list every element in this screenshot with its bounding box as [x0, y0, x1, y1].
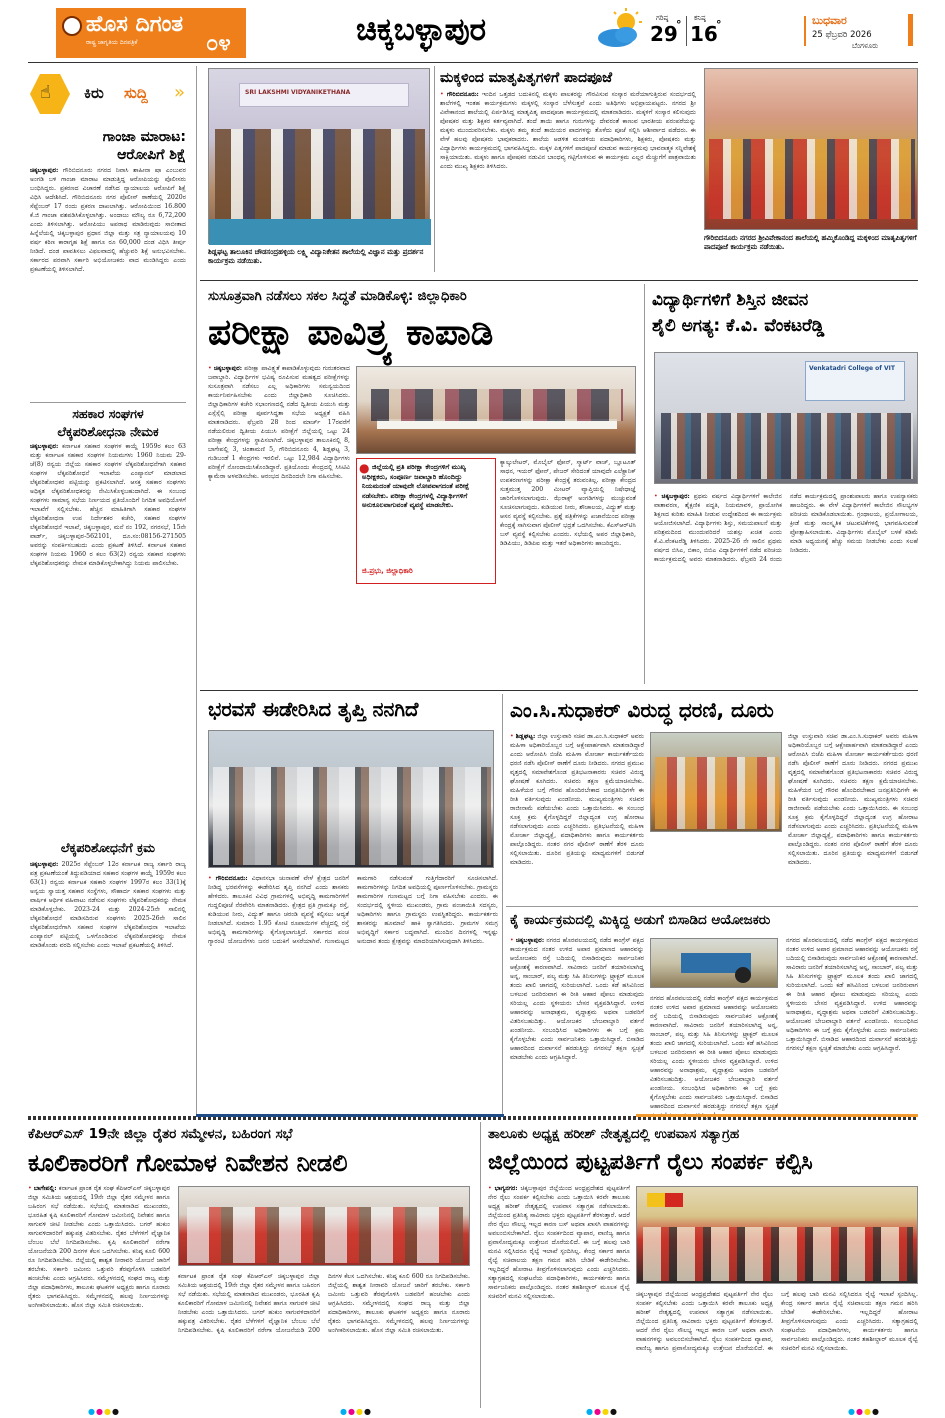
suddi-label: ಸುದ್ದಿ [124, 84, 148, 102]
trust-dateline: ಗೌರಿಬಿದನೂರು: [215, 875, 248, 882]
kiru-item-2-headline-1: ಸಹಕಾರ ಸಂಘಗಳ [72, 406, 144, 421]
children-row [709, 139, 915, 219]
kiru-item-2-dateline: ಚಿಕ್ಕಬಳ್ಳಾಪುರ: [30, 443, 59, 450]
event-body-1 [510, 936, 644, 1112]
bullet-icon: • [510, 937, 514, 944]
trust-body [208, 874, 498, 1112]
bullet-icon: • [440, 91, 444, 98]
mother-story-headline: ಮಕ್ಕಳಿಂದ ಮಾತೃಪಿತೃಗಳಿಗೆ ಪಾದಪೂಜೆ [440, 70, 613, 86]
bullet-icon: • [208, 875, 212, 882]
protest-body-2 [788, 732, 918, 902]
kiru-item-2-headline-2: ಲೆಕ್ಕಪರಿಶೋಧನಾ ನೇಮಕ [57, 424, 159, 439]
bullet-icon: • [208, 365, 212, 372]
min-temp: 16 [690, 22, 718, 46]
school-event-caption: ಶಿಡ್ಲಘಟ್ಟ ತಾಲೂಕಿನ ಚೌಡಸಂದ್ರಹಳ್ಳಿಯ ಲಕ್ಷ್ಮಿ ವಿದ್ಯಾನಿಕೇತನ ಶಾಲೆಯಲ್ಲಿ ವಿಜ್ಞಾನ ಮತ್ತು ಪ್ರದರ್ಶನ ಕಾರ್ಯಕ್ರಮ ನಡೆಯಿತು. [208, 248, 424, 265]
protest-headline: ಎಂ.ಸಿ.ಸುಧಾಕರ್ ವಿರುದ್ಧ ಧರಣಿ, ದೂರು [510, 698, 774, 722]
college-event-photo [654, 352, 918, 484]
school-banner-text: SRI LAKSHMI VIDYANIKETHANA [245, 89, 351, 96]
life-headline-2: ಶೈಲಿ ಅಗತ್ಯ: ಕೆ.ವಿ. ವೆಂಕಟರೆಡ್ಡಿ [652, 316, 825, 336]
top-rule-1 [434, 66, 435, 272]
bullet-icon: • [654, 493, 658, 500]
mother-story-dateline: ಗೌರಿಬಿದನೂರು: [446, 91, 479, 98]
weather-sun-cloud-icon [594, 8, 646, 52]
kiru-item-1-body [30, 166, 186, 396]
max-temp-degree: ° [676, 18, 682, 31]
kiru-suddi-logo [28, 72, 188, 116]
edition-city: ಬೆಂಗಳೂರು [852, 42, 879, 50]
school-event-photo [208, 68, 430, 244]
exam-body-1-text: ಪರೀಕ್ಷಾ ಪಾವಿತ್ರ್ಯತೆ ಕಾಪಾಡಿಕೊಳ್ಳುವುದು ಗುರುತರವಾದ ಜವಾಬ್ದಾರಿ. ವಿದ್ಯಾರ್ಥಿಗಳ ಭವಿಷ್ಯ ರೂಪಿಸುವ ಮಹತ್ವದ ಪರೀಕ್ಷೆಗಳನ್ನು ಸುಸೂತ್ರವಾಗಿ ನಡೆಸಲು ಎಲ್ಲ ಅಧಿಕಾರಿಗಳು ಸಮನ್ವಯದಿಂದ ಕಾರ್ಯನಿರ್ವಹಿಸಬೇಕು ಎಂದು ಜಿಲ್ಲಾಧಿಕಾರಿ ಸೂಚಿಸಿದರು. ಜಿಲ್ಲಾಧಿಕಾರಿಗಳ ಕಚೇರಿ ಸಭಾಂಗಣದಲ್ಲಿ ನಡೆದ ದ್ವಿತೀಯ ಪಿಯುಸಿ ಮತ್ತು ಎಸ್ಸೆಸ್ಸೆಲ್ಸಿ ಪರೀಕ್ಷಾ ಪೂರ್ವಸಿದ್ಧತಾ ಸಭೆಯ ಅಧ್ಯಕ್ಷತೆ ವಹಿಸಿ ಮಾತನಾಡಿದರು. ಫೆಬ್ರವರಿ 28 ರಿಂದ ಮಾರ್ಚ್ 17ರವರೆಗೆ ನಡೆಯಲಿರುವ ದ್ವಿತೀಯ ಪಿಯುಸಿ ಪರೀಕ್ಷೆಗೆ ಜಿಲ್ಲೆಯಲ್ಲಿ ಒಟ್ಟು 24 ಪರೀಕ್ಷಾ ಕೇಂದ್ರಗಳನ್ನು ಸ್ಥಾಪಿಸಲಾಗಿದೆ. ಚಿಕ್ಕಬಳ್ಳಾಪುರ ತಾಲೂಕಿನಲ್ಲಿ 8, ಬಾಗೇಪಲ್ಲಿ 3, ಚಿಂತಾಮಣಿ 5, ಗೌರಿಬಿದನೂರು 4, ಶಿಡ್ಲಘಟ್ಟ 3, ಗುಡಿಬಂಡೆ 1 ಕೇಂದ್ರಗಳು ಇರಲಿವೆ. ಒಟ್ಟು 12,984 ವಿದ್ಯಾರ್ಥಿಗಳು ಪರೀಕ್ಷೆಗೆ ನೋಂದಾಯಿಸಿಕೊಂಡಿದ್ದಾರೆ. ಪ್ರತಿಯೊಂದು ಕೇಂದ್ರದಲ್ಲಿ ಸಿಸಿಟಿವಿ ಕ್ಯಾಮೆರಾ ಅಳವಡಿಸಬೇಕು. ಆರಂಭದ ದಿನದಿಂದಲೇ ನಿಗಾ ವಹಿಸಬೇಕು. [208, 365, 350, 480]
exam-body-1 [208, 364, 350, 684]
kiru-item-2-body [30, 442, 186, 828]
rail-text: ಚಿಕ್ಕಬಳ್ಳಾಪುರ ಜಿಲ್ಲೆಯಿಂದ ಆಂಧ್ರಪ್ರದೇಶದ ಪುಟ್ಟಪರ್ತಿಗೆ ನೇರ ರೈಲು ಸಂಪರ್ಕ ಕಲ್ಪಿಸಬೇಕು ಎಂದು ಒತ್ತಾಯಿಸಿ ಕರವೇ ತಾಲೂಕು ಅಧ್ಯಕ್ಷ ಹರೀಶ್ ನೇತೃತ್ವದಲ್ಲಿ ಉಪವಾಸ ಸತ್ಯಾಗ್ರಹ ನಡೆಸಲಾಯಿತು. ಜಿಲ್ಲೆಯಿಂದ ಪ್ರತಿನಿತ್ಯ ಸಾವಿರಾರು ಭಕ್ತರು ಪುಟ್ಟಪರ್ತಿಗೆ ತೆರಳುತ್ತಾರೆ. ಆದರೆ ನೇರ ರೈಲು ಸೌಲಭ್ಯ ಇಲ್ಲದ ಕಾರಣ ಬಸ್ ಅಥವಾ ಖಾಸಗಿ ವಾಹನಗಳನ್ನು ಅವಲಂಬಿಸಬೇಕಾಗಿದೆ. ರೈಲು ಸಂಪರ್ಕದಿಂದ ವ್ಯಾಪಾರ, ವಾಣಿಜ್ಯ ಹಾಗೂ ಪ್ರವಾಸೋದ್ಯಮಕ್ಕೂ ಉತ್ತೇಜನ ದೊರೆಯಲಿದೆ. ಈ ಬಗ್ಗೆ ಹಲವು ಬಾರಿ ಮನವಿ ಸಲ್ಲಿಸಿದರೂ ರೈಲ್ವೆ ಇಲಾಖೆ ಸ್ಪಂದಿಸಿಲ್ಲ. ಕೇಂದ್ರ ಸರ್ಕಾರ ಹಾಗೂ ರೈಲ್ವೆ ಸಚಿವಾಲಯ ತಕ್ಷಣ ಗಮನ ಹರಿಸಿ ಬೇಡಿಕೆ ಈಡೇರಿಸಬೇಕು. ಇಲ್ಲದಿದ್ದರೆ ಹೋರಾಟ ತೀವ್ರಗೊಳಿಸಲಾಗುವುದು ಎಂದು ಎಚ್ಚರಿಸಿದರು. ಸತ್ಯಾಗ್ರಹದಲ್ಲಿ ಸಂಘಟನೆಯ ಪದಾಧಿಕಾರಿಗಳು, ಕಾರ್ಯಕರ್ತರು ಹಾಗೂ ಸಾರ್ವಜನಿಕರು ಪಾಲ್ಗೊಂಡಿದ್ದರು. ನಂತರ ತಹಶೀಲ್ದಾರ್ ಮೂಲಕ ರೈಲ್ವೆ ಸಚಿವರಿಗೆ ಮನವಿ ಸಲ್ಲಿಸಲಾಯಿತು. [488, 1185, 631, 1300]
mother-story-body [440, 90, 696, 272]
bottom-band-accent [196, 1114, 504, 1117]
farmers-body-2 [178, 1272, 470, 1406]
rail-body-2 [636, 1290, 918, 1406]
registration-dots-right: ●●●● [586, 1407, 618, 1416]
flag-red [665, 1193, 683, 1207]
farmers-body-1 [28, 1184, 170, 1406]
event-body-3 [786, 936, 918, 1112]
min-temp-degree: ° [716, 18, 722, 31]
college-banner-text: Venkatadri College of VIT [809, 365, 895, 372]
kiru-item-3-text: 2025ರ ಸೆಪ್ಟೆಂಬರ್ 12ರ ಕರ್ನಾಟಕ ರಾಜ್ಯ ಸರ್ಕಾರಿ ರಾಜ್ಯ ಪತ್ರ ಪ್ರಕಟಣೆಯಂತೆ ತಿದ್ದುಪಡಿಯಾದ ಸಹಕಾರ ಸಂಘಗಳ ಕಾಯ್ದೆ 1959ರ ಕಲಂ 63(1) ರನ್ವಯ ಕರ್ನಾಟಕ ಸಹಕಾರಿ ಸಂಘಗಳ 1997ರ ಕಲಂ 33(1)ಕ್ಕೆ ಅನ್ವಯ ಸ್ವಾಯತ್ತ ಸಹಕಾರ ಸಂಸ್ಥೆಗಳು, ಸೌಹಾರ್ದ ಸಹಕಾರ ಸಂಘಗಳು ಮತ್ತು ವಾರ್ಷಿಕ ಆರ್ಥಿಕ ವಹಿವಾಟು ನಡೆಸುವ ಸಂಘಗಳು ಲೆಕ್ಕಪರಿಶೋಧಕರನ್ನು ನೇಮಕ ಮಾಡಿಕೊಳ್ಳಬೇಕು. 2023-24 ಮತ್ತು 2024-25ನೇ ಸಾಲಿನಲ್ಲಿ ಲೆಕ್ಕಪರಿಶೋಧನೆ ಮಾಡಿಸದಿರುವ ಸಂಘಗಳು 2025-26ನೇ ಸಾಲಿನ ಲೆಕ್ಕಪರಿಶೋಧನೆಗಾಗಿ ಸಹಕಾರ ಸಂಘಗಳ ಲೆಕ್ಕಪರಿಶೋಧನಾ ಇಲಾಖೆಯ ಎಂಪ್ಯಾನಲ್ ಪಟ್ಟಿಯಲ್ಲಿ ಒಳಗೊಂಡಿರುವ ಲೆಕ್ಕಪರಿಶೋಧಕರನ್ನು ನೇಮಕ ಮಾಡಿಕೊಂಡು ವರದಿ ಸಲ್ಲಿಸಬೇಕು ಎಂದು ಇಲಾಖೆ ಪ್ರಕಟಣೆಯಲ್ಲಿ ತಿಳಿಸಿದೆ. [30, 861, 186, 949]
mother-story-text: ಇಂದಿನ ಒತ್ತಡದ ಬದುಕಿನಲ್ಲಿ ಮಕ್ಕಳು ಪಾಲಕರನ್ನು ಗೌರವಿಸುವ ಸಂಸ್ಕಾರ ಮರೆಯಾಗುತ್ತಿರುವ ಸಂದರ್ಭದಲ್ಲಿ ಶಾಲೆಗಳಲ್ಲಿ ಇಂತಹ ಕಾರ್ಯಕ್ರಮಗಳು ಮಕ್ಕಳಲ್ಲಿ ಸಂಸ್ಕಾರ ಬೆಳೆಸುತ್ತವೆ ಎಂದು ಅತಿಥಿಗಳು ಅಭಿಪ್ರಾಯಪಟ್ಟರು. ನಗರದ ಶ್ರೀ ವಿವೇಕಾನಂದ ಶಾಲೆಯಲ್ಲಿ ಏರ್ಪಡಿಸಿದ್ದ ಮಾತೃಪಿತೃ ಪಾದಪೂಜಾ ಕಾರ್ಯಕ್ರಮದಲ್ಲಿ ಮಾತನಾಡಿದರು. ಮಕ್ಕಳಿಗೆ ಸಂಸ್ಕಾರ ಕಲಿಸುವುದು ಪೋಷಕರ ಮತ್ತು ಶಿಕ್ಷಕರ ಕರ್ತವ್ಯವಾಗಿದೆ. ತಂದೆ ತಾಯಿ ಹಾಗೂ ಗುರುಗಳನ್ನು ದೇವರಂತೆ ಕಾಣುವ ಭಾರತೀಯ ಪರಂಪರೆಯನ್ನು ಮಕ್ಕಳು ಮುಂದುವರಿಸಬೇಕು. ಮಕ್ಕಳು ತಮ್ಮ ತಂದೆ ತಾಯಿಯರ ಪಾದಗಳನ್ನು ತೊಳೆದು ಪೂಜೆ ಸಲ್ಲಿಸಿ ಆಶೀರ್ವಾದ ಪಡೆದರು. ಈ ವೇಳೆ ಹಲವು ಪೋಷಕರು ಭಾವುಕರಾದರು. ಶಾಲೆಯ ಆಡಳಿತ ಮಂಡಳಿಯ ಪದಾಧಿಕಾರಿಗಳು, ಶಿಕ್ಷಕರು, ಪೋಷಕರು ಮತ್ತು ವಿದ್ಯಾರ್ಥಿಗಳು ಕಾರ್ಯಕ್ರಮದಲ್ಲಿ ಭಾಗವಹಿಸಿದ್ದರು. ಮಕ್ಕಳ ಪಿತೃಗಳಿಗೆ ಪಾದಪೂಜೆ ಮಾಡುವ ಕಾರ್ಯಕ್ರಮವು ಭಾವನಾತ್ಮಕ ಸನ್ನಿವೇಶಕ್ಕೆ ಸಾಕ್ಷಿಯಾಯಿತು. ಮಕ್ಕಳು ಹಾಗೂ ಪೋಷಕರ ನಡುವಿನ ಬಾಂಧವ್ಯ ಗಟ್ಟಿಗೊಳಿಸುವ ಈ ಕಾರ್ಯಕ್ರಮ ಎಲ್ಲರ ಮೆಚ್ಚುಗೆಗೆ ಪಾತ್ರವಾಯಿತು ಎಂದು ಮುಖ್ಯ ಶಿಕ್ಷಕರು ತಿಳಿಸಿದರು. [440, 91, 696, 170]
crowd-row [213, 767, 491, 865]
exam-dateline: ಚಿಕ್ಕಬಳ್ಳಾಪುರ: [213, 365, 243, 372]
row-1-rule [200, 280, 918, 281]
rail-body-1 [488, 1184, 630, 1406]
trust-text: ವಿಧಾನಸಭಾ ಚುನಾವಣೆ ವೇಳೆ ಕ್ಷೇತ್ರದ ಜನರಿಗೆ ನೀಡಿದ್ದ ಭರವಸೆಗಳನ್ನು ಈಡೇರಿಸಿದ ತೃಪ್ತಿ ನನಗಿದೆ ಎಂದು ಶಾಸಕರು ಹೇಳಿದರು. ತಾಲೂಕಿನ ವಿವಿಧ ಗ್ರಾಮಗಳಲ್ಲಿ ಅಭಿವೃದ್ಧಿ ಕಾಮಗಾರಿಗಳಿಗೆ ಗುದ್ದಲಿಪೂಜೆ ನೆರವೇರಿಸಿ ಮಾತನಾಡಿದರು. ಕ್ಷೇತ್ರದ ಪ್ರತಿ ಗ್ರಾಮಕ್ಕೂ ರಸ್ತೆ, ಕುಡಿಯುವ ನೀರು, ವಿದ್ಯುತ್ ಹಾಗೂ ಚರಂಡಿ ವ್ಯವಸ್ಥೆ ಕಲ್ಪಿಸಲು ಆದ್ಯತೆ ನೀಡಲಾಗಿದೆ. ಸುಮಾರು 1.95 ಕೋಟಿ ರೂಪಾಯಿಗಳ ವೆಚ್ಚದಲ್ಲಿ ರಸ್ತೆ ಅಭಿವೃದ್ಧಿ ಕಾಮಗಾರಿಗಳನ್ನು ಕೈಗೊಳ್ಳಲಾಗುತ್ತಿದೆ. ಸರ್ಕಾರದ ಪಂಚ ಗ್ಯಾರಂಟಿ ಯೋಜನೆಗಳು ಜನರ ಬದುಕಿಗೆ ಆಸರೆಯಾಗಿವೆ. ಗುಣಮಟ್ಟದ ಕಾಮಗಾರಿ ನಡೆಸುವಂತೆ ಗುತ್ತಿಗೆದಾರರಿಗೆ ಸೂಚಿಸಲಾಗಿದೆ. ಕಾಮಗಾರಿಗಳನ್ನು ನಿಗದಿತ ಅವಧಿಯಲ್ಲಿ ಪೂರ್ಣಗೊಳಿಸಬೇಕು. ಗ್ರಾಮಸ್ಥರು ಕಾಮಗಾರಿಗಳ ಗುಣಮಟ್ಟದ ಬಗ್ಗೆ ನಿಗಾ ವಹಿಸಬೇಕು ಎಂದರು. ಈ ಸಂದರ್ಭದಲ್ಲಿ ಸ್ಥಳೀಯ ಮುಖಂಡರು, ಗ್ರಾಮ ಪಂಚಾಯಿತಿ ಸದಸ್ಯರು, ಅಧಿಕಾರಿಗಳು ಹಾಗೂ ಗ್ರಾಮಸ್ಥರು ಉಪಸ್ಥಿತರಿದ್ದರು. ಕಾರ್ಯಕರ್ತರು ಶಾಸಕರನ್ನು ಹೂಮಾಲೆ ಹಾಕಿ ಸ್ವಾಗತಿಸಿದರು. ಗ್ರಾಮಗಳ ಸಮಗ್ರ ಅಭಿವೃದ್ಧಿಗೆ ಸರ್ಕಾರ ಬದ್ಧವಾಗಿದೆ. ಮುಂದಿನ ದಿನಗಳಲ್ಲಿ ಇನ್ನಷ್ಟು ಅನುದಾನ ತಂದು ಕ್ಷೇತ್ರವನ್ನು ಮಾದರಿಯಾಗಿಸುವುದಾಗಿ ತಿಳಿಸಿದರು. [208, 875, 498, 945]
row-2-rule [200, 690, 918, 691]
protest-photo [650, 732, 782, 832]
weekday: ಬುಧವಾರ [812, 14, 847, 27]
page-number: ೦೪ [206, 31, 231, 56]
exam-headline: ಪರೀಕ್ಷಾ ಪಾವಿತ್ರ್ಯ ಕಾಪಾಡಿ [208, 312, 494, 353]
mid-rule-2 [502, 694, 503, 1114]
padapooje-caption: ಗೌರಿಬಿದನೂರು ನಗರದ ಶ್ರೀವಿವೇಕಾನಂದ ಶಾಲೆಯಲ್ಲಿ ಹಮ್ಮಿಕೊಂಡಿದ್ದ ಮಕ್ಕಳಿಂದ ಮಾತೃಪಿತೃಗಳಿಗೆ ಪಾದಪೂಜೆ ಕಾರ್ಯಕ್ರಮ ನಡೆಯಿತು. [704, 234, 917, 251]
students-row [661, 413, 913, 479]
registration-dots-mid: ●●●● [340, 1407, 372, 1416]
event-body-2 [650, 994, 778, 1112]
masthead-bar [908, 14, 913, 46]
meeting-people [371, 389, 623, 421]
masthead [0, 0, 945, 62]
farmers-row [187, 1207, 463, 1263]
exam-highlight-box [356, 458, 496, 584]
brand-block [56, 8, 246, 58]
hand-icon: ☝ [40, 82, 51, 103]
protest-text-2: ಜಿಲ್ಲಾ ಉಸ್ತುವಾರಿ ಸಚಿವ ಡಾ.ಎಂ.ಸಿ.ಸುಧಾಕರ್ ಅವರು ಮಹಿಳಾ ಅಧಿಕಾರಿಯೊಬ್ಬರ ಬಗ್ಗೆ ಆಕ್ಷೇಪಾರ್ಹವಾಗಿ ಮಾತನಾಡಿದ್ದಾರೆ ಎಂದು ಆರೋಪಿಸಿ ಬಿಜೆಪಿ ಮಹಿಳಾ ಮೋರ್ಚಾ ಕಾರ್ಯಕರ್ತೆಯರು ಧರಣಿ ನಡೆಸಿ ಪೊಲೀಸ್ ಠಾಣೆಗೆ ದೂರು ನೀಡಿದರು. ನಗರದ ಪ್ರಮುಖ ವೃತ್ತದಲ್ಲಿ ಸಮಾವೇಶಗೊಂಡ ಪ್ರತಿಭಟನಾಕಾರರು ಸಚಿವರ ವಿರುದ್ಧ ಘೋಷಣೆ ಕೂಗಿದರು. ಸಚಿವರು ತಕ್ಷಣ ಕ್ಷಮೆಯಾಚಿಸಬೇಕು. ಮಹಿಳೆಯರ ಬಗ್ಗೆ ಗೌರವ ಹೊಂದಿರಬೇಕಾದ ಜನಪ್ರತಿನಿಧಿಗಳೇ ಈ ರೀತಿ ವರ್ತಿಸುವುದು ಖಂಡನೀಯ. ಮುಖ್ಯಮಂತ್ರಿಗಳು ಸಚಿವರ ರಾಜೀನಾಮೆ ಪಡೆಯಬೇಕು ಎಂದು ಒತ್ತಾಯಿಸಿದರು. ಈ ಸಂಬಂಧ ಸೂಕ್ತ ಕ್ರಮ ಕೈಗೊಳ್ಳದಿದ್ದರೆ ಜಿಲ್ಲಾದ್ಯಂತ ಉಗ್ರ ಹೋರಾಟ ನಡೆಸಲಾಗುವುದು ಎಂದು ಎಚ್ಚರಿಸಿದರು. ಪ್ರತಿಭಟನೆಯಲ್ಲಿ ಮಹಿಳಾ ಮೋರ್ಚಾ ಜಿಲ್ಲಾಧ್ಯಕ್ಷೆ, ಪದಾಧಿಕಾರಿಗಳು ಹಾಗೂ ಕಾರ್ಯಕರ್ತರು ಪಾಲ್ಗೊಂಡಿದ್ದರು. ನಂತರ ನಗರ ಪೊಲೀಸ್ ಠಾಣೆಗೆ ತೆರಳಿ ದೂರು ಸಲ್ಲಿಸಲಾಯಿತು. ದೂರಿನ ಪ್ರತಿಯನ್ನು ಮಾಧ್ಯಮಗಳಿಗೆ ಬಿಡುಗಡೆ ಮಾಡಿದರು. [788, 733, 918, 866]
farmers-kicker: ಕೆಪಿಆರ್‌ಎಸ್ 19ನೇ ಜಿಲ್ಲಾ ರೈತರ ಸಮ್ಮೇಳನ, ಬಹಿರಂಗ ಸಭೆ [28, 1126, 293, 1142]
masthead-rule [28, 62, 918, 63]
kiru-item-3-headline: ಲೆಕ್ಕಪರಿಶೋಧನೆಗೆ ಕ್ರಮ [60, 840, 156, 855]
farmers-text-2: ಕರ್ನಾಟಕ ಪ್ರಾಂತ ರೈತ ಸಂಘ ಕೆಪಿಆರ್‌ಎಸ್ ಚಿಕ್ಕಬಳ್ಳಾಪುರ ಜಿಲ್ಲಾ ಸಮಿತಿಯ ಆಶ್ರಯದಲ್ಲಿ 19ನೇ ಜಿಲ್ಲಾ ರೈತರ ಸಮ್ಮೇಳನ ಹಾಗೂ ಬಹಿರಂಗ ಸಭೆ ನಡೆಯಿತು. ಸಭೆಯಲ್ಲಿ ಮಾತನಾಡಿದ ಮುಖಂಡರು, ಭೂರಹಿತ ಕೃಷಿ ಕೂಲಿಕಾರರಿಗೆ ಗೋಮಾಳ ಜಮೀನಿನಲ್ಲಿ ನಿವೇಶನ ಹಾಗೂ ಸಾಗುವಳಿ ಚೀಟಿ ನೀಡಬೇಕು ಎಂದು ಒತ್ತಾಯಿಸಿದರು. ಬಗರ್ ಹುಕುಂ ಸಾಗುವಳಿದಾರರಿಗೆ ಹಕ್ಕುಪತ್ರ ವಿತರಿಸಬೇಕು. ರೈತರ ಬೆಳೆಗಳಿಗೆ ವೈಜ್ಞಾನಿಕ ಬೆಂಬಲ ಬೆಲೆ ನಿಗದಿಪಡಿಸಬೇಕು. ಕೃಷಿ ಕೂಲಿಕಾರರಿಗೆ ನರೇಗಾ ಯೋಜನೆಯಡಿ 200 ದಿನಗಳ ಕೆಲಸ ಒದಗಿಸಬೇಕು. ಕನಿಷ್ಠ ಕೂಲಿ 600 ರೂ ನಿಗದಿಪಡಿಸಬೇಕು. ಜಿಲ್ಲೆಯಲ್ಲಿ ಶಾಶ್ವತ ನೀರಾವರಿ ಯೋಜನೆ ಜಾರಿಗೆ ತರಬೇಕು. ಸರ್ಕಾರಿ ಜಮೀನು ಒತ್ತುವರಿ ತೆರವುಗೊಳಿಸಿ ಬಡವರಿಗೆ ಹಂಚಬೇಕು ಎಂದು ಆಗ್ರಹಿಸಿದರು. ಸಮ್ಮೇಳನದಲ್ಲಿ ಸಂಘದ ರಾಜ್ಯ ಮತ್ತು ಜಿಲ್ಲಾ ಪದಾಧಿಕಾರಿಗಳು, ತಾಲೂಕು ಘಟಕಗಳ ಅಧ್ಯಕ್ಷರು ಹಾಗೂ ನೂರಾರು ರೈತರು ಭಾಗವಹಿಸಿದ್ದರು. ಸಮ್ಮೇಳನದಲ್ಲಿ ಹಲವು ನಿರ್ಣಯಗಳನ್ನು ಅಂಗೀಕರಿಸಲಾಯಿತು. ಹೊಸ ಜಿಲ್ಲಾ ಸಮಿತಿ ರಚಿಸಲಾಯಿತು. [178, 1273, 470, 1334]
kiru-divider-1 [30, 402, 186, 403]
stage-floor [209, 219, 431, 245]
left-column-rule [196, 66, 197, 1114]
mla-garland-photo [208, 730, 494, 868]
kiru-item-1-headline-2: ಆರೋಪಿಗೆ ಶಿಕ್ಷೆ [117, 147, 186, 163]
protest-dateline: ಶಿಡ್ಲಘಟ್ಟ: [515, 733, 536, 740]
kiru-label: ಕಿರು [84, 84, 104, 102]
exam-body-2 [500, 458, 636, 684]
flag-yellow [647, 1193, 665, 1207]
protest-body-1 [510, 732, 644, 902]
registration-dots-left: ●●●● [88, 1407, 120, 1416]
brand-logo-icon [62, 16, 82, 36]
issue-date: 25 ಫೆಬ್ರವರಿ 2026 [812, 30, 872, 40]
kiru-item-1-text: ಗೌರಿಬಿದನೂರು ನಗರದ ನಿವಾಸಿ ಶಾಹೀನಾ ಷಾ ಎಂಬುವರ ಅಂಗಡಿ ಬಳಿ ಗಾಂಜಾ ಮಾರಾಟ ಮಾಡುತ್ತಿದ್ದ ಆರೋಪಿಯನ್ನು ಪೊಲೀಸರು ಬಂಧಿಸಿದ್ದರು. ಪ್ರಕರಣದ ವಿಚಾರಣೆ ನಡೆಸಿದ ನ್ಯಾಯಾಲಯ ಆರೋಪಿಗೆ ಶಿಕ್ಷೆ ವಿಧಿಸಿ ಆದೇಶಿಸಿದೆ. ಗೌರಿಬಿದನೂರು ನಗರ ಪೊಲೀಸ್ ಠಾಣೆಯಲ್ಲಿ 2020ರ ಸೆಪ್ಟೆಂಬರ್ 17 ರಂದು ಪ್ರಕರಣ ದಾಖಲಾಗಿತ್ತು. ಆರೋಪಿಯಿಂದ 16.800 ಕೆ.ಜಿ ಗಾಂಜಾ ವಶಪಡಿಸಿಕೊಳ್ಳಲಾಗಿತ್ತು. ಅಂದಾಜು ಮೌಲ್ಯ ರೂ 6,72,200 ಎಂದು ತಿಳಿಸಲಾಗಿತ್ತು. ಆರೋಪಿಯು ಅಪರಾಧ ಮಾಡಿರುವುದು ಸಾಬೀತಾದ ಹಿನ್ನೆಲೆಯಲ್ಲಿ ಚಿಕ್ಕಬಳ್ಳಾಪುರ ಪ್ರಧಾನ ಜಿಲ್ಲಾ ಮತ್ತು ಸತ್ರ ನ್ಯಾಯಾಲಯವು 10 ವರ್ಷ ಕಠಿಣ ಕಾರಾಗೃಹ ಶಿಕ್ಷೆ ಹಾಗೂ ರೂ 60,000 ದಂಡ ವಿಧಿಸಿ ತೀರ್ಪು ನೀಡಿದೆ. ದಂಡ ಪಾವತಿಸಲು ವಿಫಲವಾದಲ್ಲಿ ಹೆಚ್ಚುವರಿ ಶಿಕ್ಷೆ ಅನುಭವಿಸಬೇಕು. ಸರ್ಕಾರದ ಪರವಾಗಿ ಸರ್ಕಾರಿ ಅಭಿಯೋಜಕರು ವಾದ ಮಂಡಿಸಿದ್ದರು ಎಂದು ಪ್ರಕಟಣೆಯಲ್ಲಿ ತಿಳಿಸಲಾಗಿದೆ. [30, 167, 186, 273]
kiru-item-3-body [30, 860, 186, 1110]
life-text: ಪ್ರಥಮ ವರ್ಷದ ವಿದ್ಯಾರ್ಥಿಗಳಿಗೆ ಕಾಲೇಜಿನ ವಾತಾವರಣ, ಶೈಕ್ಷಣಿಕ ಪದ್ಧತಿ, ನಿಯಮಾವಳಿ, ಪ್ರಾಯೋಗಿಕ ಶಿಕ್ಷಣದ ಕುರಿತು ಮಾಹಿತಿ ನೀಡುವ ಉದ್ದೇಶದಿಂದ ಈ ಕಾರ್ಯಕ್ರಮ ಆಯೋಜಿಸಲಾಗಿದೆ. ವಿದ್ಯಾರ್ಥಿಗಳು ಶಿಸ್ತು, ಸಮಯಪಾಲನೆ ಮತ್ತು ಪರಿಶ್ರಮದಿಂದ ಮುಂದುವರಿದರೆ ಯಶಸ್ಸು ಖಚಿತ ಎಂದು ಕೆ.ವಿ.ವೆಂಕಟರೆಡ್ಡಿ ತಿಳಿಸಿದರು. 2025-26 ನೇ ಸಾಲಿನ ಪ್ರಥಮ ವರ್ಷದ ಬಿಸಿಎ, ಬಿಕಾಂ, ಬಿಬಿಎ ವಿದ್ಯಾರ್ಥಿಗಳಿಗೆ ನಡೆದ ಪರಿಚಯ ಕಾರ್ಯಕ್ರಮದಲ್ಲಿ ಅವರು ಮಾತನಾಡಿದರು. ಫೆಬ್ರವರಿ 24 ರಂದು ನಡೆದ ಕಾರ್ಯಕ್ರಮದಲ್ಲಿ ಪ್ರಾಂಶುಪಾಲರು ಹಾಗೂ ಉಪನ್ಯಾಸಕರು ಹಾಜರಿದ್ದರು. ಈ ವೇಳೆ ವಿದ್ಯಾರ್ಥಿಗಳಿಗೆ ಕಾಲೇಜಿನ ಸೌಲಭ್ಯಗಳ ಪರಿಚಯ ಮಾಡಿಕೊಡಲಾಯಿತು. ಗ್ರಂಥಾಲಯ, ಪ್ರಯೋಗಾಲಯ, ಕ್ರೀಡೆ ಮತ್ತು ಸಾಂಸ್ಕೃತಿಕ ಚಟುವಟಿಕೆಗಳಲ್ಲಿ ಭಾಗವಹಿಸುವಂತೆ ಪ್ರೋತ್ಸಾಹಿಸಲಾಯಿತು. ವಿದ್ಯಾರ್ಥಿಗಳು ಮೊಬೈಲ್ ಬಳಕೆ ಕಡಿಮೆ ಮಾಡಿ ಅಧ್ಯಯನಕ್ಕೆ ಹೆಚ್ಚು ಸಮಯ ನೀಡಬೇಕು ಎಂದು ಸಲಹೆ ನೀಡಿದರು. [654, 493, 918, 563]
date-divider [804, 16, 806, 46]
kiru-item-1-dateline: ಚಿಕ್ಕಬಳ್ಳಾಪುರ: [30, 167, 59, 174]
tractor-photo [650, 938, 778, 988]
event-text-3: ನಗರದ ಹೊರವಲಯದಲ್ಲಿ ನಡೆದ ಕಾಂಗ್ರೆಸ್ ಪಕ್ಷದ ಕಾರ್ಯಕ್ರಮದ ನಂತರ ಉಳಿದ ಅಪಾರ ಪ್ರಮಾಣದ ಆಹಾರವನ್ನು ಆಯೋಜಕರು ರಸ್ತೆ ಬದಿಯಲ್ಲಿ ಬಿಸಾಡಿರುವುದು ಸಾರ್ವಜನಿಕರ ಆಕ್ರೋಶಕ್ಕೆ ಕಾರಣವಾಗಿದೆ. ಸಾವಿರಾರು ಜನರಿಗೆ ತಯಾರಿಸಲಾಗಿದ್ದ ಅನ್ನ, ಸಾಂಬಾರ್, ಪಲ್ಯ ಮತ್ತು ಸಿಹಿ ತಿನಿಸುಗಳನ್ನು ಟ್ರ್ಯಾಕ್ಟರ್ ಮೂಲಕ ತಂದು ಖಾಲಿ ಜಾಗದಲ್ಲಿ ಸುರಿಯಲಾಗಿದೆ. ಒಂದು ಕಡೆ ಹಸಿವಿನಿಂದ ಬಳಲುವ ಜನರಿರುವಾಗ ಈ ರೀತಿ ಆಹಾರ ಪೋಲು ಮಾಡುವುದು ಸರಿಯಲ್ಲ ಎಂದು ಸ್ಥಳೀಯರು ಬೇಸರ ವ್ಯಕ್ತಪಡಿಸಿದ್ದಾರೆ. ಉಳಿದ ಆಹಾರವನ್ನು ಅನಾಥಾಶ್ರಮ, ವೃದ್ಧಾಶ್ರಮ ಅಥವಾ ಬಡವರಿಗೆ ವಿತರಿಸಬಹುದಿತ್ತು. ಆಯೋಜಕರ ಬೇಜವಾಬ್ದಾರಿ ವರ್ತನೆ ಖಂಡನೀಯ. ಸಂಬಂಧಿಸಿದ ಅಧಿಕಾರಿಗಳು ಈ ಬಗ್ಗೆ ಕ್ರಮ ಕೈಗೊಳ್ಳಬೇಕು ಎಂದು ಸಾರ್ವಜನಿಕರು ಒತ್ತಾಯಿಸಿದ್ದಾರೆ. ಬಿಸಾಡಿದ ಆಹಾರದಿಂದ ದುರ್ವಾಸನೆ ಹರಡುತ್ತಿದ್ದು ನಗರಸಭೆ ತಕ್ಷಣ ಸ್ವಚ್ಛತೆ ಮಾಡಬೇಕು ಎಂದು ಆಗ್ರಹಿಸಿದ್ದಾರೆ. [786, 937, 918, 1052]
bottom-band-accent-2 [636, 1114, 918, 1117]
farmers-headline: ಕೂಲಿಕಾರರಿಗೆ ಗೋಮಾಳ ನಿವೇಶನ ನೀಡಲಿ [28, 1149, 348, 1177]
people-row [215, 129, 425, 219]
brand-tagline: ರಾಷ್ಟ್ರ ಜಾಗೃತಿಯ ದಿನಪತ್ರಿಕೆ [86, 39, 138, 46]
protest-text: ಜಿಲ್ಲಾ ಉಸ್ತುವಾರಿ ಸಚಿವ ಡಾ.ಎಂ.ಸಿ.ಸುಧಾಕರ್ ಅವರು ಮಹಿಳಾ ಅಧಿಕಾರಿಯೊಬ್ಬರ ಬಗ್ಗೆ ಆಕ್ಷೇಪಾರ್ಹವಾಗಿ ಮಾತನಾಡಿದ್ದಾರೆ ಎಂದು ಆರೋಪಿಸಿ ಬಿಜೆಪಿ ಮಹಿಳಾ ಮೋರ್ಚಾ ಕಾರ್ಯಕರ್ತೆಯರು ಧರಣಿ ನಡೆಸಿ ಪೊಲೀಸ್ ಠಾಣೆಗೆ ದೂರು ನೀಡಿದರು. ನಗರದ ಪ್ರಮುಖ ವೃತ್ತದಲ್ಲಿ ಸಮಾವೇಶಗೊಂಡ ಪ್ರತಿಭಟನಾಕಾರರು ಸಚಿವರ ವಿರುದ್ಧ ಘೋಷಣೆ ಕೂಗಿದರು. ಸಚಿವರು ತಕ್ಷಣ ಕ್ಷಮೆಯಾಚಿಸಬೇಕು. ಮಹಿಳೆಯರ ಬಗ್ಗೆ ಗೌರವ ಹೊಂದಿರಬೇಕಾದ ಜನಪ್ರತಿನಿಧಿಗಳೇ ಈ ರೀತಿ ವರ್ತಿಸುವುದು ಖಂಡನೀಯ. ಮುಖ್ಯಮಂತ್ರಿಗಳು ಸಚಿವರ ರಾಜೀನಾಮೆ ಪಡೆಯಬೇಕು ಎಂದು ಒತ್ತಾಯಿಸಿದರು. ಈ ಸಂಬಂಧ ಸೂಕ್ತ ಕ್ರಮ ಕೈಗೊಳ್ಳದಿದ್ದರೆ ಜಿಲ್ಲಾದ್ಯಂತ ಉಗ್ರ ಹೋರಾಟ ನಡೆಸಲಾಗುವುದು ಎಂದು ಎಚ್ಚರಿಸಿದರು. ಪ್ರತಿಭಟನೆಯಲ್ಲಿ ಮಹಿಳಾ ಮೋರ್ಚಾ ಜಿಲ್ಲಾಧ್ಯಕ್ಷೆ, ಪದಾಧಿಕಾರಿಗಳು ಹಾಗೂ ಕಾರ್ಯಕರ್ತರು ಪಾಲ್ಗೊಂಡಿದ್ದರು. ನಂತರ ನಗರ ಪೊಲೀಸ್ ಠಾಣೆಗೆ ತೆರಳಿ ದೂರು ಸಲ್ಲಿಸಲಾಯಿತು. ದೂರಿನ ಪ್ರತಿಯನ್ನು ಮಾಧ್ಯಮಗಳಿಗೆ ಬಿಡುಗಡೆ ಮಾಡಿದರು. [510, 733, 645, 866]
protesters-row [655, 757, 779, 829]
rail-kicker: ತಾಲೂಕು ಅಧ್ಯಕ್ಷ ಹರೀಶ್ ನೇತೃತ್ವದಲ್ಲಿ ಉಪವಾಸ ಸತ್ಯಾಗ್ರಹ [488, 1126, 740, 1142]
life-dateline: ಚಿಕ್ಕಬಳ್ಳಾಪುರ: [661, 493, 690, 500]
farmers-dateline: ಬಾಗೇಪಲ್ಲಿ: [33, 1185, 57, 1192]
life-body [654, 492, 918, 684]
event-headline [510, 910, 918, 930]
brand-name: ಹೊಸ ದಿಗಂತ [86, 12, 184, 37]
max-temp: 29 [650, 22, 678, 46]
event-text-2: ನಗರದ ಹೊರವಲಯದಲ್ಲಿ ನಡೆದ ಕಾಂಗ್ರೆಸ್ ಪಕ್ಷದ ಕಾರ್ಯಕ್ರಮದ ನಂತರ ಉಳಿದ ಅಪಾರ ಪ್ರಮಾಣದ ಆಹಾರವನ್ನು ಆಯೋಜಕರು ರಸ್ತೆ ಬದಿಯಲ್ಲಿ ಬಿಸಾಡಿರುವುದು ಸಾರ್ವಜನಿಕರ ಆಕ್ರೋಶಕ್ಕೆ ಕಾರಣವಾಗಿದೆ. ಸಾವಿರಾರು ಜನರಿಗೆ ತಯಾರಿಸಲಾಗಿದ್ದ ಅನ್ನ, ಸಾಂಬಾರ್, ಪಲ್ಯ ಮತ್ತು ಸಿಹಿ ತಿನಿಸುಗಳನ್ನು ಟ್ರ್ಯಾಕ್ಟರ್ ಮೂಲಕ ತಂದು ಖಾಲಿ ಜಾಗದಲ್ಲಿ ಸುರಿಯಲಾಗಿದೆ. ಒಂದು ಕಡೆ ಹಸಿವಿನಿಂದ ಬಳಲುವ ಜನರಿರುವಾಗ ಈ ರೀತಿ ಆಹಾರ ಪೋಲು ಮಾಡುವುದು ಸರಿಯಲ್ಲ ಎಂದು ಸ್ಥಳೀಯರು ಬೇಸರ ವ್ಯಕ್ತಪಡಿಸಿದ್ದಾರೆ. ಉಳಿದ ಆಹಾರವನ್ನು ಅನಾಥಾಶ್ರಮ, ವೃದ್ಧಾಶ್ರಮ ಅಥವಾ ಬಡವರಿಗೆ ವಿತರಿಸಬಹುದಿತ್ತು. ಆಯೋಜಕರ ಬೇಜವಾಬ್ದಾರಿ ವರ್ತನೆ ಖಂಡನೀಯ. ಸಂಬಂಧಿಸಿದ ಅಧಿಕಾರಿಗಳು ಈ ಬಗ್ಗೆ ಕ್ರಮ ಕೈಗೊಳ್ಳಬೇಕು ಎಂದು ಸಾರ್ವಜನಿಕರು ಒತ್ತಾಯಿಸಿದ್ದಾರೆ. ಬಿಸಾಡಿದ ಆಹಾರದಿಂದ ದುರ್ವಾಸನೆ ಹರಡುತ್ತಿದ್ದು ನಗರಸಭೆ ತಕ್ಷಣ ಸ್ವಚ್ಛತೆ [650, 995, 778, 1110]
trust-headline: ಭರವಸೆ ಈಡೇರಿಸಿದ ತೃಪ್ತಿ ನನಗಿದೆ [208, 698, 419, 721]
bottom-rule [480, 1122, 481, 1408]
padapooje-photo [704, 68, 918, 230]
temp-divider [686, 16, 687, 46]
max-temp-label: ಗರಿಷ್ಠ [656, 14, 669, 22]
kiru-item-2-text: ಕರ್ನಾಟಕ ಸಹಕಾರ ಸಂಘಗಳ ಕಾಯ್ದೆ 1959ರ ಕಲಂ 63 ಮತ್ತು ಕರ್ನಾಟಕ ಸಹಕಾರ ಸಂಘಗಳ ನಿಯಮಗಳು 1960 ನಿಯಮ 29-ಜೆ(8) ರನ್ವಯ ಜಿಲ್ಲೆಯ ಸಹಕಾರ ಸಂಘಗಳ ಲೆಕ್ಕಪರಿಶೋಧನೆಗಾಗಿ ಸಹಕಾರ ಸಂಘಗಳ ಲೆಕ್ಕಪರಿಶೋಧನೆ ಇಲಾಖೆಯ ಎಂಪ್ಯಾನಲ್ ಮಾಡಲಾದ ಲೆಕ್ಕಪರಿಶೋಧಕರ ಪಟ್ಟಿಯನ್ನು ಪ್ರಕಟಿಸಲಾಗಿದೆ. ಆಸಕ್ತ ಸಹಕಾರ ಸಂಘಗಳು ಅಧಿಕೃತ ಲೆಕ್ಕಪರಿಶೋಧಕರನ್ನು ನೇಮಿಸಿಕೊಳ್ಳಬಹುದಾಗಿದೆ. ಈ ಸಂಬಂಧ ಸಂಘಗಳು ಸಾಮಾನ್ಯ ಸಭೆಯ ನಿರ್ಣಯದ ಪ್ರತಿಯೊಂದಿಗೆ ನಿಗದಿತ ಅವಧಿಯೊಳಗೆ ಇಲಾಖೆಗೆ ಸಲ್ಲಿಸಬೇಕು. ಹೆಚ್ಚಿನ ಮಾಹಿತಿಗಾಗಿ ಸಹಕಾರ ಸಂಘಗಳ ಲೆಕ್ಕಪರಿಶೋಧನಾ ಉಪ ನಿರ್ದೇಶಕರ ಕಚೇರಿ, ಸಹಕಾರ ಸಂಘಗಳ ಲೆಕ್ಕಪರಿಶೋಧನೆ ಇಲಾಖೆ, ಚಿಕ್ಕಬಳ್ಳಾಪುರ, ಮನೆ ನಂ 192, ನಗರಸಭೆ, 15ನೇ ವಾರ್ಡ್, ಚಿಕ್ಕಬಳ್ಳಾಪುರ-562101, ದೂ.ಸಂ:08156-271505 ಅವರನ್ನು ಸಂಪರ್ಕಿಸಬಹುದು ಎಂದು ಪ್ರಕಟಣೆ ತಿಳಿಸಿದೆ. ಕರ್ನಾಟಕ ಸಹಕಾರ ಸಂಘಗಳ ನಿಯಮ 1960 ರ ಕಲಂ 63(2) ರನ್ವಯ ಸಹಕಾರ ಸಂಘಗಳು ಲೆಕ್ಕಪರಿಶೋಧಕರನ್ನು ನೇಮಕ ಮಾಡಿಕೊಳ್ಳಬೇಕಾಗಿದ್ದು ನಿಯಮ ಪಾಲಿಸಬೇಕು. [30, 443, 186, 567]
tractor-wheel [735, 967, 751, 983]
farmers-meeting-photo [178, 1186, 470, 1266]
exam-meeting-photo [356, 366, 636, 454]
kiru-item-3-dateline: ಚಿಕ್ಕಬಳ್ಳಾಪುರ: [30, 861, 59, 868]
district-title: ಚಿಕ್ಕಬಳ್ಳಾಪುರ [356, 12, 487, 48]
min-temp-label: ಕನಿಷ್ಠ [694, 14, 706, 22]
life-headline-1: ವಿದ್ಯಾರ್ಥಿಗಳಿಗೆ ಶಿಸ್ತಿನ ಜೀವನ [652, 290, 809, 310]
mid-rule-1 [644, 284, 645, 684]
bullet-icon: • [488, 1185, 492, 1192]
kiru-item-1-headline-1: ಗಾಂಜಾ ಮಾರಾಟ: [102, 129, 186, 145]
chevron-right-icon: » [174, 82, 186, 103]
event-dateline: ಚಿಕ್ಕಬಳ್ಳಾಪುರ: [515, 937, 545, 944]
bullet-icon: • [28, 1185, 32, 1192]
rail-protesters-row [643, 1227, 913, 1281]
rail-protest-photo [636, 1186, 918, 1284]
exam-body-2-text: ಕ್ಯಾಲ್ಕುಲೇಟರ್, ಮೊಬೈಲ್ ಫೋನ್, ಸ್ಮಾರ್ಟ್ ವಾಚ್, ಬ್ಲೂಟೂತ್ ಸಾಧನ, ಇಯರ್ ಫೋನ್, ಪೇಜರ್ ಸೇರಿದಂತೆ ಯಾವುದೇ ಎಲೆಕ್ಟ್ರಾನಿಕ್ ಉಪಕರಣಗಳನ್ನು ಪರೀಕ್ಷಾ ಕೇಂದ್ರಕ್ಕೆ ತರುವಂತಿಲ್ಲ. ಪರೀಕ್ಷಾ ಕೇಂದ್ರದ ಸುತ್ತಮುತ್ತ 200 ಮೀಟರ್ ವ್ಯಾಪ್ತಿಯಲ್ಲಿ ನಿಷೇಧಾಜ್ಞೆ ಜಾರಿಗೊಳಿಸಲಾಗುವುದು. ಝೆರಾಕ್ಸ್ ಅಂಗಡಿಗಳನ್ನು ಮುಚ್ಚುವಂತೆ ಸೂಚಿಸಲಾಗುವುದು. ಕುಡಿಯುವ ನೀರು, ಶೌಚಾಲಯ, ವಿದ್ಯುತ್ ಮತ್ತು ಆಸನ ವ್ಯವಸ್ಥೆ ಕಲ್ಪಿಸಬೇಕು. ಪ್ರಶ್ನೆ ಪತ್ರಿಕೆಗಳನ್ನು ಖಜಾನೆಯಿಂದ ಪರೀಕ್ಷಾ ಕೇಂದ್ರಕ್ಕೆ ಸಾಗಿಸುವಾಗ ಪೊಲೀಸ್ ಭದ್ರತೆ ಒದಗಿಸಬೇಕು. ಕೆಎಸ್ಆರ್‌ಟಿಸಿ ಬಸ್ ವ್ಯವಸ್ಥೆ ಕಲ್ಪಿಸಬೇಕು ಎಂದರು. ಸಭೆಯಲ್ಲಿ ಅಪರ ಜಿಲ್ಲಾಧಿಕಾರಿ, ಡಿಡಿಪಿಯು, ಡಿಡಿಪಿಐ ಮತ್ತು ಇತರೆ ಅಧಿಕಾರಿಗಳು ಹಾಜರಿದ್ದರು. [500, 459, 636, 547]
event-text: ನಗರದ ಹೊರವಲಯದಲ್ಲಿ ನಡೆದ ಕಾಂಗ್ರೆಸ್ ಪಕ್ಷದ ಕಾರ್ಯಕ್ರಮದ ನಂತರ ಉಳಿದ ಅಪಾರ ಪ್ರಮಾಣದ ಆಹಾರವನ್ನು ಆಯೋಜಕರು ರಸ್ತೆ ಬದಿಯಲ್ಲಿ ಬಿಸಾಡಿರುವುದು ಸಾರ್ವಜನಿಕರ ಆಕ್ರೋಶಕ್ಕೆ ಕಾರಣವಾಗಿದೆ. ಸಾವಿರಾರು ಜನರಿಗೆ ತಯಾರಿಸಲಾಗಿದ್ದ ಅನ್ನ, ಸಾಂಬಾರ್, ಪಲ್ಯ ಮತ್ತು ಸಿಹಿ ತಿನಿಸುಗಳನ್ನು ಟ್ರ್ಯಾಕ್ಟರ್ ಮೂಲಕ ತಂದು ಖಾಲಿ ಜಾಗದಲ್ಲಿ ಸುರಿಯಲಾಗಿದೆ. ಒಂದು ಕಡೆ ಹಸಿವಿನಿಂದ ಬಳಲುವ ಜನರಿರುವಾಗ ಈ ರೀತಿ ಆಹಾರ ಪೋಲು ಮಾಡುವುದು ಸರಿಯಲ್ಲ ಎಂದು ಸ್ಥಳೀಯರು ಬೇಸರ ವ್ಯಕ್ತಪಡಿಸಿದ್ದಾರೆ. ಉಳಿದ ಆಹಾರವನ್ನು ಅನಾಥಾಶ್ರಮ, ವೃದ್ಧಾಶ್ರಮ ಅಥವಾ ಬಡವರಿಗೆ ವಿತರಿಸಬಹುದಿತ್ತು. ಆಯೋಜಕರ ಬೇಜವಾಬ್ದಾರಿ ವರ್ತನೆ ಖಂಡನೀಯ. ಸಂಬಂಧಿಸಿದ ಅಧಿಕಾರಿಗಳು ಈ ಬಗ್ಗೆ ಕ್ರಮ ಕೈಗೊಳ್ಳಬೇಕು ಎಂದು ಸಾರ್ವಜನಿಕರು ಒತ್ತಾಯಿಸಿದ್ದಾರೆ. ಬಿಸಾಡಿದ ಆಹಾರದಿಂದ ದುರ್ವಾಸನೆ ಹರಡುತ್ತಿದ್ದು ನಗರಸಭೆ ತಕ್ಷಣ ಸ್ವಚ್ಛತೆ ಮಾಡಬೇಕು ಎಂದು ಆಗ್ರಹಿಸಿದ್ದಾರೆ. [510, 937, 645, 1061]
exam-kicker: ಸುಸೂತ್ರವಾಗಿ ನಡೆಸಲು ಸಕಲ ಸಿದ್ಧತೆ ಮಾಡಿಕೊಳ್ಳಿ: ಜಿಲ್ಲಾಧಿಕಾರಿ [208, 289, 467, 304]
drop-icon: ● [359, 461, 370, 475]
event-headline-text: ಕೈ ಕಾರ್ಯಕ್ರಮದಲ್ಲಿ ಮಿಕ್ಕಿದ್ದ ಅಡುಗೆ ಬಿಸಾಡಿದ ಆಯೋಜಕರು [510, 912, 771, 928]
farmers-text: ಕರ್ನಾಟಕ ಪ್ರಾಂತ ರೈತ ಸಂಘ ಕೆಪಿಆರ್‌ಎಸ್ ಚಿಕ್ಕಬಳ್ಳಾಪುರ ಜಿಲ್ಲಾ ಸಮಿತಿಯ ಆಶ್ರಯದಲ್ಲಿ 19ನೇ ಜಿಲ್ಲಾ ರೈತರ ಸಮ್ಮೇಳನ ಹಾಗೂ ಬಹಿರಂಗ ಸಭೆ ನಡೆಯಿತು. ಸಭೆಯಲ್ಲಿ ಮಾತನಾಡಿದ ಮುಖಂಡರು, ಭೂರಹಿತ ಕೃಷಿ ಕೂಲಿಕಾರರಿಗೆ ಗೋಮಾಳ ಜಮೀನಿನಲ್ಲಿ ನಿವೇಶನ ಹಾಗೂ ಸಾಗುವಳಿ ಚೀಟಿ ನೀಡಬೇಕು ಎಂದು ಒತ್ತಾಯಿಸಿದರು. ಬಗರ್ ಹುಕುಂ ಸಾಗುವಳಿದಾರರಿಗೆ ಹಕ್ಕುಪತ್ರ ವಿತರಿಸಬೇಕು. ರೈತರ ಬೆಳೆಗಳಿಗೆ ವೈಜ್ಞಾನಿಕ ಬೆಂಬಲ ಬೆಲೆ ನಿಗದಿಪಡಿಸಬೇಕು. ಕೃಷಿ ಕೂಲಿಕಾರರಿಗೆ ನರೇಗಾ ಯೋಜನೆಯಡಿ 200 ದಿನಗಳ ಕೆಲಸ ಒದಗಿಸಬೇಕು. ಕನಿಷ್ಠ ಕೂಲಿ 600 ರೂ ನಿಗದಿಪಡಿಸಬೇಕು. ಜಿಲ್ಲೆಯಲ್ಲಿ ಶಾಶ್ವತ ನೀರಾವರಿ ಯೋಜನೆ ಜಾರಿಗೆ ತರಬೇಕು. ಸರ್ಕಾರಿ ಜಮೀನು ಒತ್ತುವರಿ ತೆರವುಗೊಳಿಸಿ ಬಡವರಿಗೆ ಹಂಚಬೇಕು ಎಂದು ಆಗ್ರಹಿಸಿದರು. ಸಮ್ಮೇಳನದಲ್ಲಿ ಸಂಘದ ರಾಜ್ಯ ಮತ್ತು ಜಿಲ್ಲಾ ಪದಾಧಿಕಾರಿಗಳು, ತಾಲೂಕು ಘಟಕಗಳ ಅಧ್ಯಕ್ಷರು ಹಾಗೂ ನೂರಾರು ರೈತರು ಭಾಗವಹಿಸಿದ್ದರು. ಸಮ್ಮೇಳನದಲ್ಲಿ ಹಲವು ನಿರ್ಣಯಗಳನ್ನು ಅಂಗೀಕರಿಸಲಾಯಿತು. ಹೊಸ ಜಿಲ್ಲಾ ಸಮಿತಿ ರಚಿಸಲಾಯಿತು. [28, 1185, 171, 1309]
protest-event-rule [506, 906, 918, 907]
exam-highlight-by: ಜಿ.ಪ್ರಭು, ಜಿಲ್ಲಾಧಿಕಾರಿ [362, 567, 413, 575]
rail-dateline: ಭಾಗ್ಯನಗರ: [494, 1185, 518, 1192]
rail-text-2: ಚಿಕ್ಕಬಳ್ಳಾಪುರ ಜಿಲ್ಲೆಯಿಂದ ಆಂಧ್ರಪ್ರದೇಶದ ಪುಟ್ಟಪರ್ತಿಗೆ ನೇರ ರೈಲು ಸಂಪರ್ಕ ಕಲ್ಪಿಸಬೇಕು ಎಂದು ಒತ್ತಾಯಿಸಿ ಕರವೇ ತಾಲೂಕು ಅಧ್ಯಕ್ಷ ಹರೀಶ್ ನೇತೃತ್ವದಲ್ಲಿ ಉಪವಾಸ ಸತ್ಯಾಗ್ರಹ ನಡೆಸಲಾಯಿತು. ಜಿಲ್ಲೆಯಿಂದ ಪ್ರತಿನಿತ್ಯ ಸಾವಿರಾರು ಭಕ್ತರು ಪುಟ್ಟಪರ್ತಿಗೆ ತೆರಳುತ್ತಾರೆ. ಆದರೆ ನೇರ ರೈಲು ಸೌಲಭ್ಯ ಇಲ್ಲದ ಕಾರಣ ಬಸ್ ಅಥವಾ ಖಾಸಗಿ ವಾಹನಗಳನ್ನು ಅವಲಂಬಿಸಬೇಕಾಗಿದೆ. ರೈಲು ಸಂಪರ್ಕದಿಂದ ವ್ಯಾಪಾರ, ವಾಣಿಜ್ಯ ಹಾಗೂ ಪ್ರವಾಸೋದ್ಯಮಕ್ಕೂ ಉತ್ತೇಜನ ದೊರೆಯಲಿದೆ. ಈ ಬಗ್ಗೆ ಹಲವು ಬಾರಿ ಮನವಿ ಸಲ್ಲಿಸಿದರೂ ರೈಲ್ವೆ ಇಲಾಖೆ ಸ್ಪಂದಿಸಿಲ್ಲ. ಕೇಂದ್ರ ಸರ್ಕಾರ ಹಾಗೂ ರೈಲ್ವೆ ಸಚಿವಾಲಯ ತಕ್ಷಣ ಗಮನ ಹರಿಸಿ ಬೇಡಿಕೆ ಈಡೇರಿಸಬೇಕು. ಇಲ್ಲದಿದ್ದರೆ ಹೋರಾಟ ತೀವ್ರಗೊಳಿಸಲಾಗುವುದು ಎಂದು ಎಚ್ಚರಿಸಿದರು. ಸತ್ಯಾಗ್ರಹದಲ್ಲಿ ಸಂಘಟನೆಯ ಪದಾಧಿಕಾರಿಗಳು, ಕಾರ್ಯಕರ್ತರು ಹಾಗೂ ಸಾರ್ವಜನಿಕರು ಪಾಲ್ಗೊಂಡಿದ್ದರು. ನಂತರ ತಹಶೀಲ್ದಾರ್ ಮೂಲಕ ರೈಲ್ವೆ ಸಚಿವರಿಗೆ ಮನವಿ ಸಲ್ಲಿಸಲಾಯಿತು. [636, 1291, 918, 1352]
bullet-icon: • [510, 733, 514, 740]
registration-dots-far: ●●●● [848, 1407, 880, 1416]
exam-highlight-text: ಜಿಲ್ಲೆಯಲ್ಲಿ ಪ್ರತಿ ಪರೀಕ್ಷಾ ಕೇಂದ್ರಗಳಿಗೆ ಮುಖ್ಯ ಅಧೀಕ್ಷಕರು, ಸಂಪೂರ್ಣ ಜವಾಬ್ದಾರಿ ಹೊಂದಿದ್ದು ನಿಯಮದಂತೆ ಯಾವುದೇ ಲೋಪವಾಗದಂತೆ ಪರೀಕ್ಷೆ ನಡೆಸಬೇಕು. ಪರೀಕ್ಷಾ ಕೇಂದ್ರಗಳಲ್ಲಿ ವಿದ್ಯಾರ್ಥಿಗಳಿಗೆ ಅನುಕೂಲವಾಗುವಂತೆ ವ್ಯವಸ್ಥೆ ಮಾಡಬೇಕು. [362, 463, 470, 510]
rail-headline: ಜಿಲ್ಲೆಯಿಂದ ಪುಟ್ಟಪರ್ತಿಗೆ ರೈಲು ಸಂಪರ್ಕ ಕಲ್ಪಿಸಿ [488, 1150, 813, 1175]
